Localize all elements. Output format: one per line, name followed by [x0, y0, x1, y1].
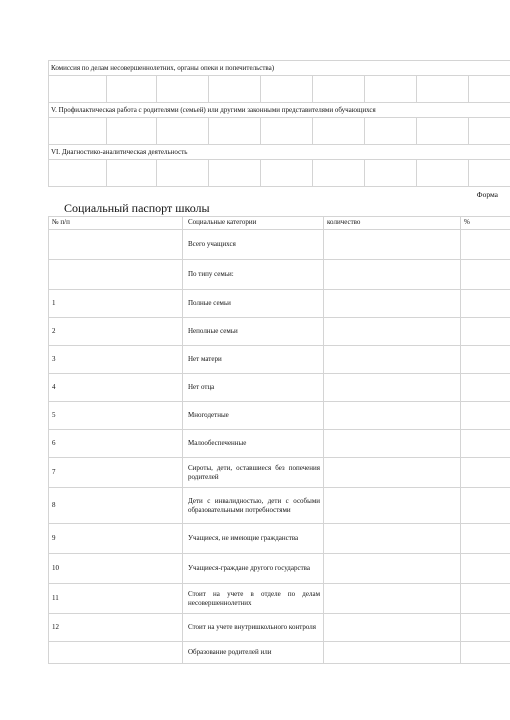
percent-cell [461, 402, 510, 430]
table-row [49, 318, 510, 346]
quantity-cell [324, 346, 461, 374]
table-row [49, 554, 510, 584]
quantity-cell [324, 318, 461, 346]
row-category: Многодетные [183, 402, 324, 430]
percent-cell [461, 346, 510, 374]
row-number: 11 [49, 584, 183, 614]
table-row [49, 488, 510, 524]
plan-section-row [49, 145, 510, 160]
quantity-cell [324, 584, 461, 614]
row-number: 10 [49, 554, 183, 584]
percent-cell [461, 230, 510, 260]
row-category: Образование родителей или [183, 642, 324, 664]
form-label: Форма [476, 190, 498, 199]
table-row [49, 374, 510, 402]
header-number: № п/п [49, 217, 183, 230]
plan-empty-row [49, 76, 510, 103]
quantity-cell [324, 290, 461, 318]
percent-cell [461, 430, 510, 458]
percent-cell [461, 260, 510, 290]
table-row [49, 614, 510, 642]
row-number: 9 [49, 524, 183, 554]
row-category: Сироты, дети, оставшиеся без попечения родителей [183, 458, 324, 488]
row-category: По типу семьи: [183, 260, 324, 290]
quantity-cell [324, 614, 461, 642]
table-row [49, 458, 510, 488]
quantity-cell [324, 260, 461, 290]
row-category: Стоит на учете внутришкольного контроля [183, 614, 324, 642]
social-passport-table [48, 216, 510, 664]
row-category: Стоит на учете в отделе по делам несовершеннолетних [183, 584, 324, 614]
plan-section-row [49, 61, 510, 76]
quantity-cell [324, 458, 461, 488]
quantity-cell [324, 402, 461, 430]
plan-section-5-heading: V. Профилактическая работа с родителями (семьей) или другими законными представителями обучающихся [49, 103, 510, 118]
quantity-cell [324, 488, 461, 524]
row-category: Учащиеся, не имеющие гражданства [183, 524, 324, 554]
row-number: 3 [49, 346, 183, 374]
percent-cell [461, 524, 510, 554]
row-number: 12 [49, 614, 183, 642]
table-row [49, 524, 510, 554]
plan-section-6-heading: VI. Диагностико-аналитическая деятельность [49, 145, 510, 160]
percent-cell [461, 374, 510, 402]
row-number [49, 260, 183, 290]
table-row [49, 346, 510, 374]
row-number: 2 [49, 318, 183, 346]
row-number: 6 [49, 430, 183, 458]
table-row [49, 260, 510, 290]
row-category: Полные семьи [183, 290, 324, 318]
row-number [49, 230, 183, 260]
quantity-cell [324, 430, 461, 458]
table-row [49, 290, 510, 318]
percent-cell [461, 290, 510, 318]
quantity-cell [324, 524, 461, 554]
header-percent: % [461, 217, 510, 230]
row-category: Всего учащихся [183, 230, 324, 260]
header-quantity: количество [324, 217, 461, 230]
row-category: Неполные семьи [183, 318, 324, 346]
quantity-cell [324, 230, 461, 260]
page-title: Социальный паспорт школы [64, 201, 210, 215]
percent-cell [461, 614, 510, 642]
plan-empty-row [49, 160, 510, 187]
plan-empty-row [49, 118, 510, 145]
row-number [49, 642, 183, 664]
row-category: Дети с инвалидностью, дети с особыми образовательными потребностями [183, 488, 324, 524]
header-category: Социальные категории [183, 217, 324, 230]
row-number: 4 [49, 374, 183, 402]
row-number: 7 [49, 458, 183, 488]
row-category: Нет отца [183, 374, 324, 402]
table-row [49, 584, 510, 614]
row-number: 5 [49, 402, 183, 430]
plan-section-4-tail: Комиссия по делам несовершеннолетних, органы опеки и попечительства) [49, 61, 510, 76]
row-category: Малообеспеченные [183, 430, 324, 458]
percent-cell [461, 318, 510, 346]
work-plan-table-fragment [48, 60, 510, 187]
table-row [49, 402, 510, 430]
row-category: Учащиеся-граждане другого государства [183, 554, 324, 584]
percent-cell [461, 488, 510, 524]
percent-cell [461, 554, 510, 584]
table-header-row [49, 217, 510, 230]
percent-cell [461, 584, 510, 614]
quantity-cell [324, 642, 461, 664]
table-row [49, 230, 510, 260]
row-category: Нет матери [183, 346, 324, 374]
row-number: 1 [49, 290, 183, 318]
percent-cell [461, 642, 510, 664]
plan-section-row [49, 103, 510, 118]
table-row [49, 642, 510, 664]
table-row [49, 430, 510, 458]
quantity-cell [324, 554, 461, 584]
quantity-cell [324, 374, 461, 402]
percent-cell [461, 458, 510, 488]
row-number: 8 [49, 488, 183, 524]
